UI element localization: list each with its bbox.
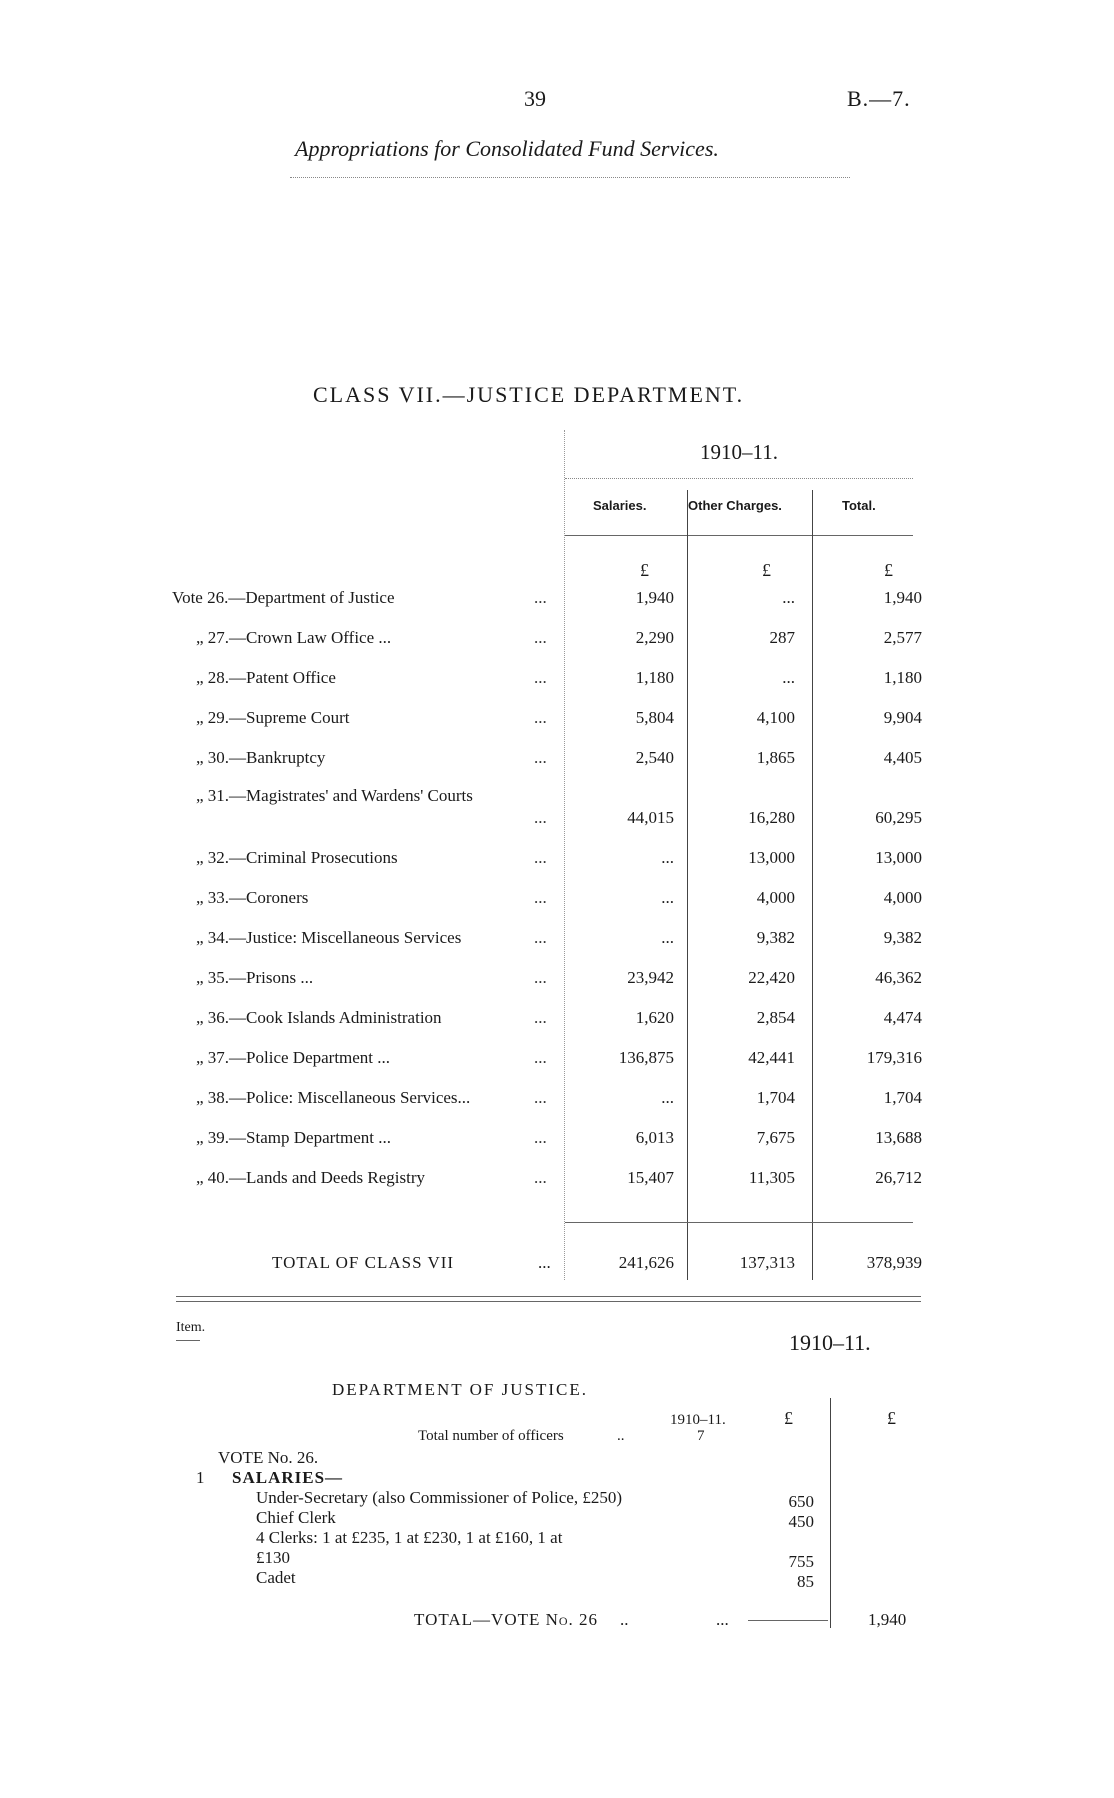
leader-dots: ... <box>534 1048 547 1067</box>
salaries-cell: 15,407 <box>627 1168 674 1187</box>
total-cell: 9,904 <box>883 708 922 727</box>
leader-dots: ... <box>716 1610 729 1629</box>
salaries-cell: ... <box>661 888 674 907</box>
amount-total-rule <box>748 1620 828 1621</box>
table-row <box>0 588 1114 618</box>
item-label: Item. <box>176 1320 206 1335</box>
total-cell: 1,940 <box>883 588 922 607</box>
other-charges-cell: ... <box>782 588 795 607</box>
leader-dots: ... <box>534 1168 547 1187</box>
other-charges-cell: 2,854 <box>756 1008 795 1027</box>
total-cell: 46,362 <box>875 968 922 987</box>
salaries-cell: 6,013 <box>635 1128 674 1147</box>
vote-label: „ 38.—Police: Miscellaneous Services... <box>196 1088 471 1107</box>
currency-total-amount: £ <box>887 1408 896 1428</box>
salaries-cell: ... <box>661 848 674 867</box>
column-divider <box>830 1398 831 1628</box>
total-cell: 13,688 <box>875 1128 922 1147</box>
table-row <box>0 888 1114 918</box>
other-charges-cell: 16,280 <box>748 808 795 827</box>
table-row <box>0 748 1114 778</box>
total-cell: 13,000 <box>875 848 922 867</box>
vote-label: „ 39.—Stamp Department ... <box>196 1128 391 1147</box>
vote-label: „ 30.—Bankruptcy <box>196 748 326 767</box>
leader-dots: ... <box>534 928 547 947</box>
section-label: SALARIES— <box>232 1468 344 1487</box>
item-number: 1 <box>196 1468 205 1487</box>
vote-label: „ 35.—Prisons ... <box>196 968 314 987</box>
salaries-cell: 136,875 <box>618 1048 674 1067</box>
header-rule <box>290 177 850 178</box>
other-charges-cell: 11,305 <box>748 1168 795 1187</box>
table-row <box>0 708 1114 738</box>
total-cell: 4,000 <box>883 888 922 907</box>
other-charges-cell: 42,441 <box>748 1048 795 1067</box>
salary-line-text: Under-Secretary (also Commissioner of Police, £250) <box>256 1488 623 1507</box>
leader-dots: ... <box>534 1128 547 1147</box>
total-cell: 60,295 <box>875 808 922 827</box>
other-charges-cell: ... <box>782 668 795 687</box>
table-row <box>0 786 1114 838</box>
document-reference: B.—7. <box>847 86 911 111</box>
salaries-cell: 1,620 <box>635 1008 674 1027</box>
salaries-cell: 2,290 <box>635 628 674 647</box>
vote-label: „ 34.—Justice: Miscellaneous Services <box>196 928 462 947</box>
table-year: 1910–11. <box>700 440 778 464</box>
class-total-other: 137,313 <box>739 1253 795 1272</box>
other-charges-cell: 22,420 <box>748 968 795 987</box>
vote-label: VOTE No. 26. <box>218 1448 319 1467</box>
salaries-cell: 1,180 <box>635 668 674 687</box>
salary-line-amount: 85 <box>797 1572 814 1591</box>
other-charges-cell: 7,675 <box>756 1128 795 1147</box>
salaries-cell: 23,942 <box>627 968 674 987</box>
currency-salaries: £ <box>640 560 649 580</box>
total-cell: 1,704 <box>883 1088 922 1107</box>
column-header-total: Total. <box>842 498 876 513</box>
total-cell: 9,382 <box>883 928 922 947</box>
leader-dots: ... <box>534 888 547 907</box>
class-total-salaries: 241,626 <box>618 1253 674 1272</box>
officers-count: 7 <box>697 1428 705 1444</box>
table-row <box>0 848 1114 878</box>
page-number: 39 <box>524 86 546 111</box>
table-row <box>0 628 1114 658</box>
currency-total: £ <box>884 560 893 580</box>
total-cell: 4,474 <box>883 1008 922 1027</box>
leader-dots: ... <box>538 1253 551 1272</box>
currency-amount: £ <box>784 1408 793 1428</box>
vote-total-amount: 1,940 <box>868 1610 907 1629</box>
subtotal-rule <box>565 1222 913 1223</box>
vote-label: „ 28.—Patent Office <box>196 668 336 687</box>
table-row <box>0 968 1114 998</box>
salary-line-text: Chief Clerk <box>256 1508 336 1527</box>
leader-dots: ... <box>534 808 547 827</box>
leader-dots: ... <box>534 628 547 647</box>
salary-line-amount: 755 <box>788 1552 814 1571</box>
year-rule <box>565 478 913 479</box>
officers-year: 1910–11. <box>670 1412 726 1428</box>
vote-label: „ 27.—Crown Law Office ... <box>196 628 392 647</box>
leader-dots: ... <box>534 1088 547 1107</box>
column-header-other-charges: Other Charges. <box>688 498 782 513</box>
salary-line-text: 4 Clerks: 1 at £235, 1 at £230, 1 at £160, 1 at <box>256 1528 563 1547</box>
vote-label: Vote 26.—Department of Justice <box>172 588 395 607</box>
table-bottom-rule <box>176 1301 921 1302</box>
salary-line-text: Cadet <box>256 1568 296 1587</box>
page-subtitle: Appropriations for Consolidated Fund Services. <box>295 136 719 161</box>
table-bottom-rule <box>176 1296 921 1297</box>
item-rule <box>176 1340 200 1341</box>
vote-label: „ 33.—Coroners <box>196 888 309 907</box>
leader-dots: ... <box>534 748 547 767</box>
salary-line-amount: 450 <box>788 1512 814 1531</box>
department-year: 1910–11. <box>789 1330 871 1355</box>
vote-label: „ 31.—Magistrates' and Wardens' Courts <box>196 786 473 805</box>
table-row <box>0 1128 1114 1158</box>
vote-label: „ 29.—Supreme Court <box>196 708 350 727</box>
column-header-salaries: Salaries. <box>593 498 647 513</box>
total-cell: 4,405 <box>883 748 922 767</box>
total-cell: 26,712 <box>875 1168 922 1187</box>
total-cell: 1,180 <box>883 668 922 687</box>
leader-dots: ... <box>534 968 547 987</box>
table-row <box>0 1088 1114 1118</box>
salaries-cell: ... <box>661 1088 674 1107</box>
salaries-cell: 44,015 <box>627 808 674 827</box>
leader-dots: .. <box>620 1610 629 1629</box>
officers-label: Total number of officers <box>418 1428 564 1444</box>
currency-other: £ <box>762 560 771 580</box>
table-row <box>0 1008 1114 1038</box>
vote-total-label: TOTAL—VOTE No. 26 <box>414 1610 599 1629</box>
salary-line-amount: 650 <box>788 1492 814 1511</box>
class-total-label: TOTAL OF CLASS VII <box>272 1253 455 1272</box>
salaries-cell: ... <box>661 928 674 947</box>
total-cell: 179,316 <box>866 1048 922 1067</box>
table-row <box>0 668 1114 698</box>
column-header-rule <box>565 535 913 536</box>
other-charges-cell: 287 <box>769 628 795 647</box>
table-row <box>0 1048 1114 1078</box>
salaries-cell: 5,804 <box>635 708 674 727</box>
vote-label: „ 40.—Lands and Deeds Registry <box>196 1168 425 1187</box>
salaries-cell: 2,540 <box>635 748 674 767</box>
department-title: DEPARTMENT OF JUSTICE. <box>332 1380 588 1399</box>
leader-dots: ... <box>534 848 547 867</box>
other-charges-cell: 4,100 <box>756 708 795 727</box>
leader-dots: .. <box>617 1428 625 1444</box>
vote-label: „ 32.—Criminal Prosecutions <box>196 848 398 867</box>
leader-dots: ... <box>534 668 547 687</box>
table-row <box>0 928 1114 958</box>
other-charges-cell: 1,865 <box>756 748 795 767</box>
leader-dots: ... <box>534 588 547 607</box>
class-total-total: 378,939 <box>866 1253 922 1272</box>
other-charges-cell: 1,704 <box>756 1088 795 1107</box>
vote-label: „ 37.—Police Department ... <box>196 1048 391 1067</box>
other-charges-cell: 13,000 <box>748 848 795 867</box>
salaries-cell: 1,940 <box>635 588 674 607</box>
other-charges-cell: 4,000 <box>756 888 795 907</box>
table-row <box>0 1168 1114 1198</box>
class-title: CLASS VII.—JUSTICE DEPARTMENT. <box>313 382 745 407</box>
vote-label: „ 36.—Cook Islands Administration <box>196 1008 442 1027</box>
leader-dots: ... <box>534 708 547 727</box>
salary-line-text: £130 <box>256 1548 290 1567</box>
leader-dots: ... <box>534 1008 547 1027</box>
other-charges-cell: 9,382 <box>756 928 795 947</box>
total-cell: 2,577 <box>883 628 922 647</box>
